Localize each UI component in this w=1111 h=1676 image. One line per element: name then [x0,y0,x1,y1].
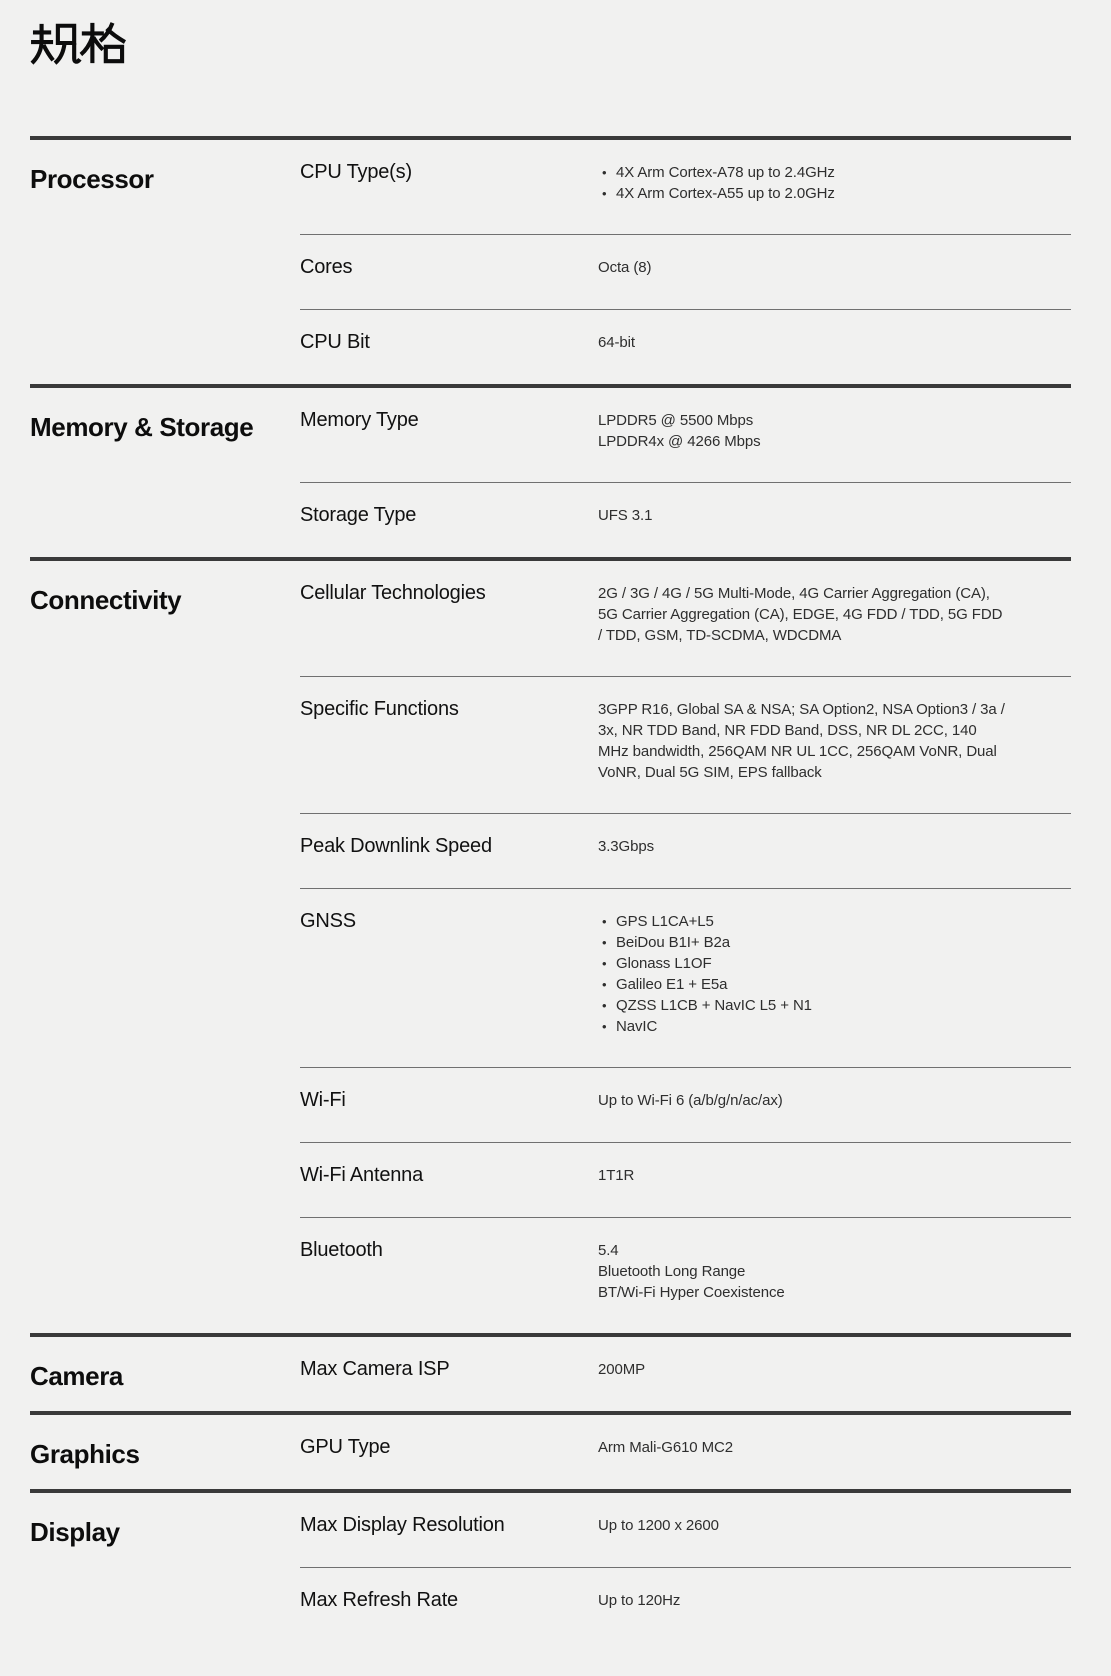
section-rows [300,1493,1071,1642]
spec-value-bullet: • 4X Arm Cortex-A55 up to 2.0GHz [598,183,1010,204]
page-title-text [30,66,31,67]
spec-value [598,1515,1010,1537]
category-cell [30,388,300,557]
spec-value [598,1090,1010,1112]
table-row [300,388,1071,482]
table-row [300,1067,1071,1142]
table-row [300,1415,1071,1489]
category-cell [30,1415,300,1489]
category-label: Memory & Storage [30,412,254,442]
spec-value [598,257,1010,279]
table-row [300,813,1071,888]
category-cell [30,1337,300,1411]
spec-value-line: 2G / 3G / 4G / 5G Multi-Mode, 4G Carrier Aggregation (CA), 5G Carrier Aggregation (CA), EDGE, 4G FDD / TDD, 5G FDD / TDD, GSM, TD-SCDMA, WDCDMA [598,585,1003,644]
spec-label: Peak Downlink Speed [300,835,492,857]
section-rows [300,1415,1071,1489]
spec-value-bullet: • Glonass L1OF [598,953,1010,974]
spec-section [30,1411,1071,1489]
spec-label: Max Camera ISP [300,1358,450,1380]
page-title [30,18,1071,136]
spec-value-line: 64-bit [598,334,635,351]
spec-label: CPU Bit [300,331,370,353]
spec-value [598,1437,1010,1459]
section-rows [300,1337,1071,1411]
table-row [300,1142,1071,1217]
spec-label: Specific Functions [300,698,459,720]
spec-value-line: LPDDR5 @ 5500 Mbps [598,412,754,429]
spec-value-bullet: • BeiDou B1I+ B2a [598,932,1010,953]
section-rows [300,388,1071,557]
spec-value-bullet: • QZSS L1CB + NavIC L5 + N1 [598,995,1010,1016]
spec-value [598,836,1010,858]
table-row [300,561,1071,676]
spec-section [30,384,1071,557]
spec-label: Max Display Resolution [300,1514,505,1536]
spec-value-bullet: • GPS L1CA+L5 [598,911,1010,932]
table-row [300,140,1071,234]
spec-label: Cellular Technologies [300,582,486,604]
spec-section [30,1333,1071,1411]
section-rows [300,561,1071,1333]
table-row [300,1217,1071,1333]
spec-label: CPU Type(s) [300,161,412,183]
spec-value-bullet: • NavIC [598,1016,1010,1037]
spec-label: Wi-Fi [300,1089,346,1111]
spec-value-line: 5.4 [598,1242,619,1259]
spec-value-line: 3GPP R16, Global SA & NSA; SA Option2, NSA Option3 / 3a / 3x, NR TDD Band, NR FDD Band, DSS, NR DL 2CC, 140 MHz bandwidth, 256QAM NR UL 1CC, 256QAM VoNR, Dual VoNR, Dual 5G SIM, EPS fallback [598,701,1005,781]
spec-label: Cores [300,256,353,278]
spec-label: Bluetooth [300,1239,383,1261]
spec-label: Storage Type [300,504,417,526]
category-cell [30,140,300,384]
spec-value [598,505,1010,527]
category-label: Camera [30,1361,123,1391]
spec-value-line: LPDDR4x @ 4266 Mbps [598,433,761,450]
spec-section [30,557,1071,1333]
spec-label: Max Refresh Rate [300,1589,458,1611]
spec-value [598,1359,1010,1381]
spec-value [598,583,1010,646]
spec-value-line: Up to 1200 x 2600 [598,1517,719,1534]
spec-value [598,699,1010,783]
spec-value-line: 200MP [598,1361,646,1378]
section-rows [300,140,1071,384]
table-row [300,309,1071,384]
spec-value [598,410,1010,452]
spec-value-line: Bluetooth Long Range [598,1263,746,1280]
spec-value-line: Arm Mali-G610 MC2 [598,1439,733,1456]
spec-label: GNSS [300,910,356,932]
table-row [300,234,1071,309]
spec-value-line: Octa (8) [598,259,652,276]
spec-value [598,162,1010,204]
spec-value-line: 3.3Gbps [598,838,655,855]
spec-value [598,911,1010,1037]
category-cell [30,1493,300,1642]
spec-value [598,332,1010,354]
spec-value [598,1165,1010,1187]
category-cell [30,561,300,1333]
spec-table [30,136,1071,1642]
spec-value-line: 1T1R [598,1167,635,1184]
category-label: Display [30,1517,120,1547]
spec-value-line: UFS 3.1 [598,507,653,524]
table-row [300,1567,1071,1642]
spec-section [30,136,1071,384]
spec-value-bullet: • 4X Arm Cortex-A78 up to 2.4GHz [598,162,1010,183]
spec-value [598,1240,1010,1303]
table-row [300,676,1071,813]
spec-label: Wi-Fi Antenna [300,1164,424,1186]
category-label: Graphics [30,1439,140,1469]
spec-label: GPU Type [300,1436,391,1458]
table-row [300,1337,1071,1411]
table-row [300,888,1071,1067]
spec-value-line: Up to 120Hz [598,1592,681,1609]
category-label: Processor [30,164,154,194]
spec-value-line: Up to Wi-Fi 6 (a/b/g/n/ac/ax) [598,1092,783,1109]
spec-value [598,1590,1010,1612]
category-label: Connectivity [30,585,182,615]
spec-value-line: BT/Wi-Fi Hyper Coexistence [598,1284,785,1301]
table-row [300,482,1071,557]
spec-value-bullet: • Galileo E1 + E5a [598,974,1010,995]
page-title-glyphs [30,20,126,66]
table-row [300,1493,1071,1567]
spec-section [30,1489,1071,1642]
spec-label: Memory Type [300,409,419,431]
